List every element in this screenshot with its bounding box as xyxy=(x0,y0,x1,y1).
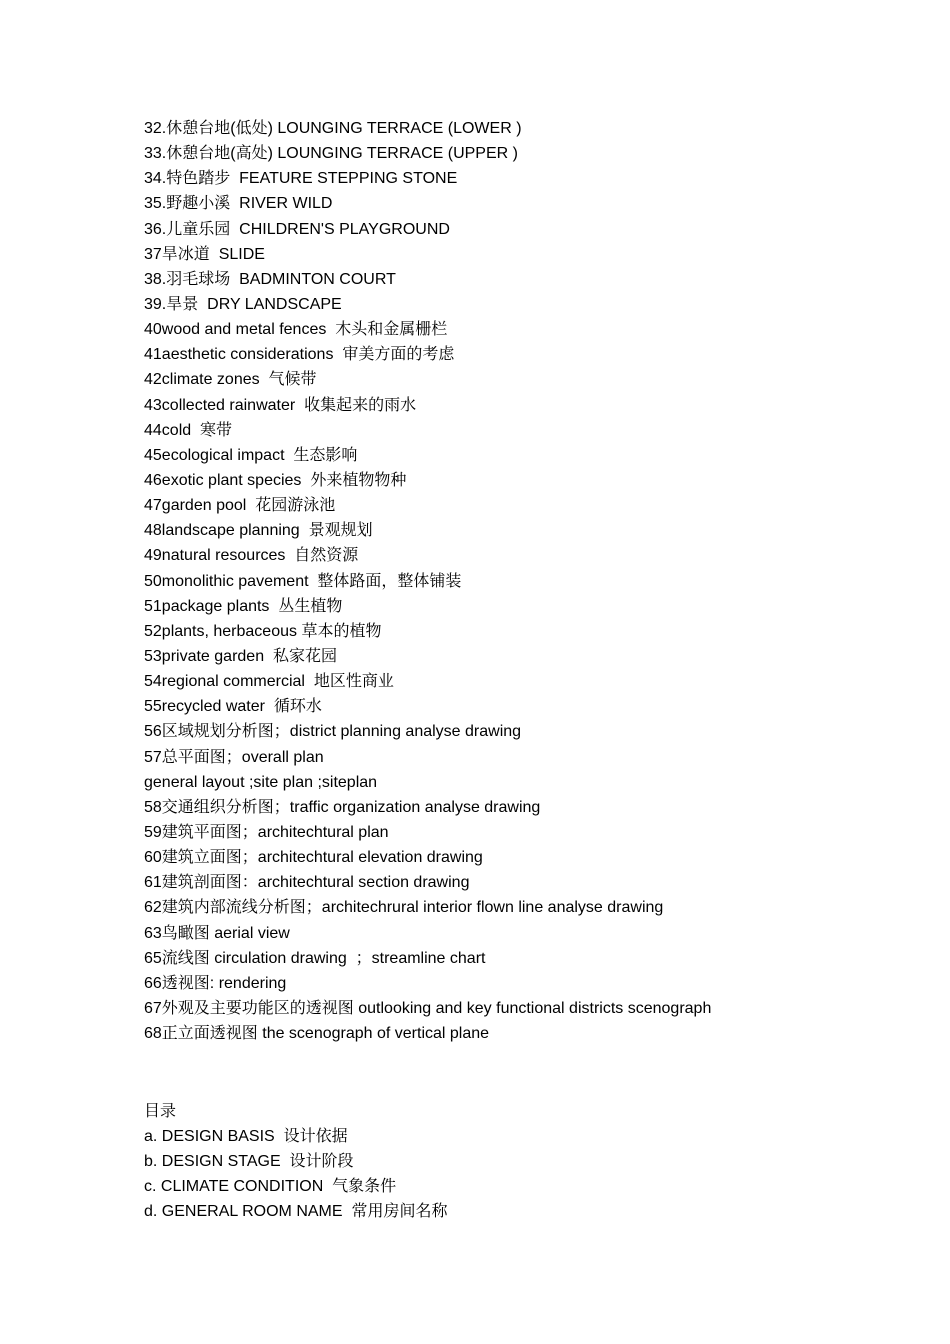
list-item: 45ecological impact 生态影响 xyxy=(144,446,358,464)
list-item: 42climate zones 气候带 xyxy=(144,371,317,389)
list-item: 61建筑剖面图：architechtural section drawing xyxy=(144,874,470,892)
list-item: 34.特色踏步 FEATURE STEPPING STONE xyxy=(144,170,458,188)
list-item: 36.儿童乐园 CHILDREN'S PLAYGROUND xyxy=(144,220,450,238)
list-item: 51package plants 丛生植物 xyxy=(144,597,343,615)
list-item: 65流线图 circulation drawing ；streamline chart xyxy=(144,949,486,967)
list-item: 44cold 寒带 xyxy=(144,421,233,439)
toc-item: a. DESIGN BASIS 设计依据 xyxy=(144,1128,348,1146)
list-item: 43collected rainwater 收集起来的雨水 xyxy=(144,396,417,414)
list-item: general layout ;site plan ;siteplan xyxy=(144,773,378,791)
list-item: 32.休憩台地(低处) LOUNGING TERRACE (LOWER ) xyxy=(144,120,522,137)
list-item: 35.野趣小溪 RIVER WILD xyxy=(144,195,333,213)
section-spacer xyxy=(144,1046,904,1099)
list-item: 50monolithic pavement 整体路面，整体铺装 xyxy=(144,572,462,590)
list-item: 55recycled water 循环水 xyxy=(144,698,322,716)
list-item: 39.旱景 DRY LANDSCAPE xyxy=(144,295,342,313)
table-of-contents xyxy=(144,1099,904,1224)
glossary-list xyxy=(144,116,904,1046)
list-item: 41aesthetic considerations 审美方面的考虑 xyxy=(144,346,455,364)
list-item: 38.羽毛球场 BADMINTON COURT xyxy=(144,270,396,288)
list-item: 63鸟瞰图 aerial view xyxy=(144,924,290,942)
list-item: 33.休憩台地(高处) LOUNGING TERRACE (UPPER ) xyxy=(144,145,518,163)
list-item: 49natural resources 自然资源 xyxy=(144,547,359,565)
list-item: 53private garden 私家花园 xyxy=(144,647,337,665)
list-item: 62建筑内部流线分析图；architechrural interior flown line analyse drawing xyxy=(144,899,664,917)
list-item: 58交通组织分析图；traffic organization analyse drawing xyxy=(144,798,541,816)
list-item: 59建筑平面图；architechtural plan xyxy=(144,823,389,841)
toc-heading: 目录 xyxy=(144,1103,177,1121)
toc-item: c. CLIMATE CONDITION 气象条件 xyxy=(144,1178,397,1196)
list-item: 40wood and metal fences 木头和金属栅栏 xyxy=(144,321,448,339)
list-item: 56区域规划分析图；district planning analyse drawing xyxy=(144,723,522,741)
list-item: 47garden pool 花园游泳池 xyxy=(144,497,336,515)
list-item: 60建筑立面图；architechtural elevation drawing xyxy=(144,849,483,867)
list-item: 67外观及主要功能区的透视图 outlooking and key functional districts scenograph xyxy=(144,999,712,1017)
list-item: 46exotic plant species 外来植物物种 xyxy=(144,471,407,489)
list-item: 66透视图: rendering xyxy=(144,974,287,992)
toc-item: b. DESIGN STAGE 设计阶段 xyxy=(144,1153,354,1171)
toc-item: d. GENERAL ROOM NAME 常用房间名称 xyxy=(144,1203,448,1221)
list-item: 57总平面图；overall plan xyxy=(144,748,324,766)
document-page xyxy=(144,116,904,1224)
list-item: 54regional commercial 地区性商业 xyxy=(144,673,394,691)
list-item: 68正立面透视图 the scenograph of vertical plane xyxy=(144,1025,490,1043)
list-item: 52plants, herbaceous 草本的植物 xyxy=(144,622,382,640)
list-item: 37旱冰道 SLIDE xyxy=(144,245,265,263)
list-item: 48landscape planning 景观规划 xyxy=(144,522,373,540)
